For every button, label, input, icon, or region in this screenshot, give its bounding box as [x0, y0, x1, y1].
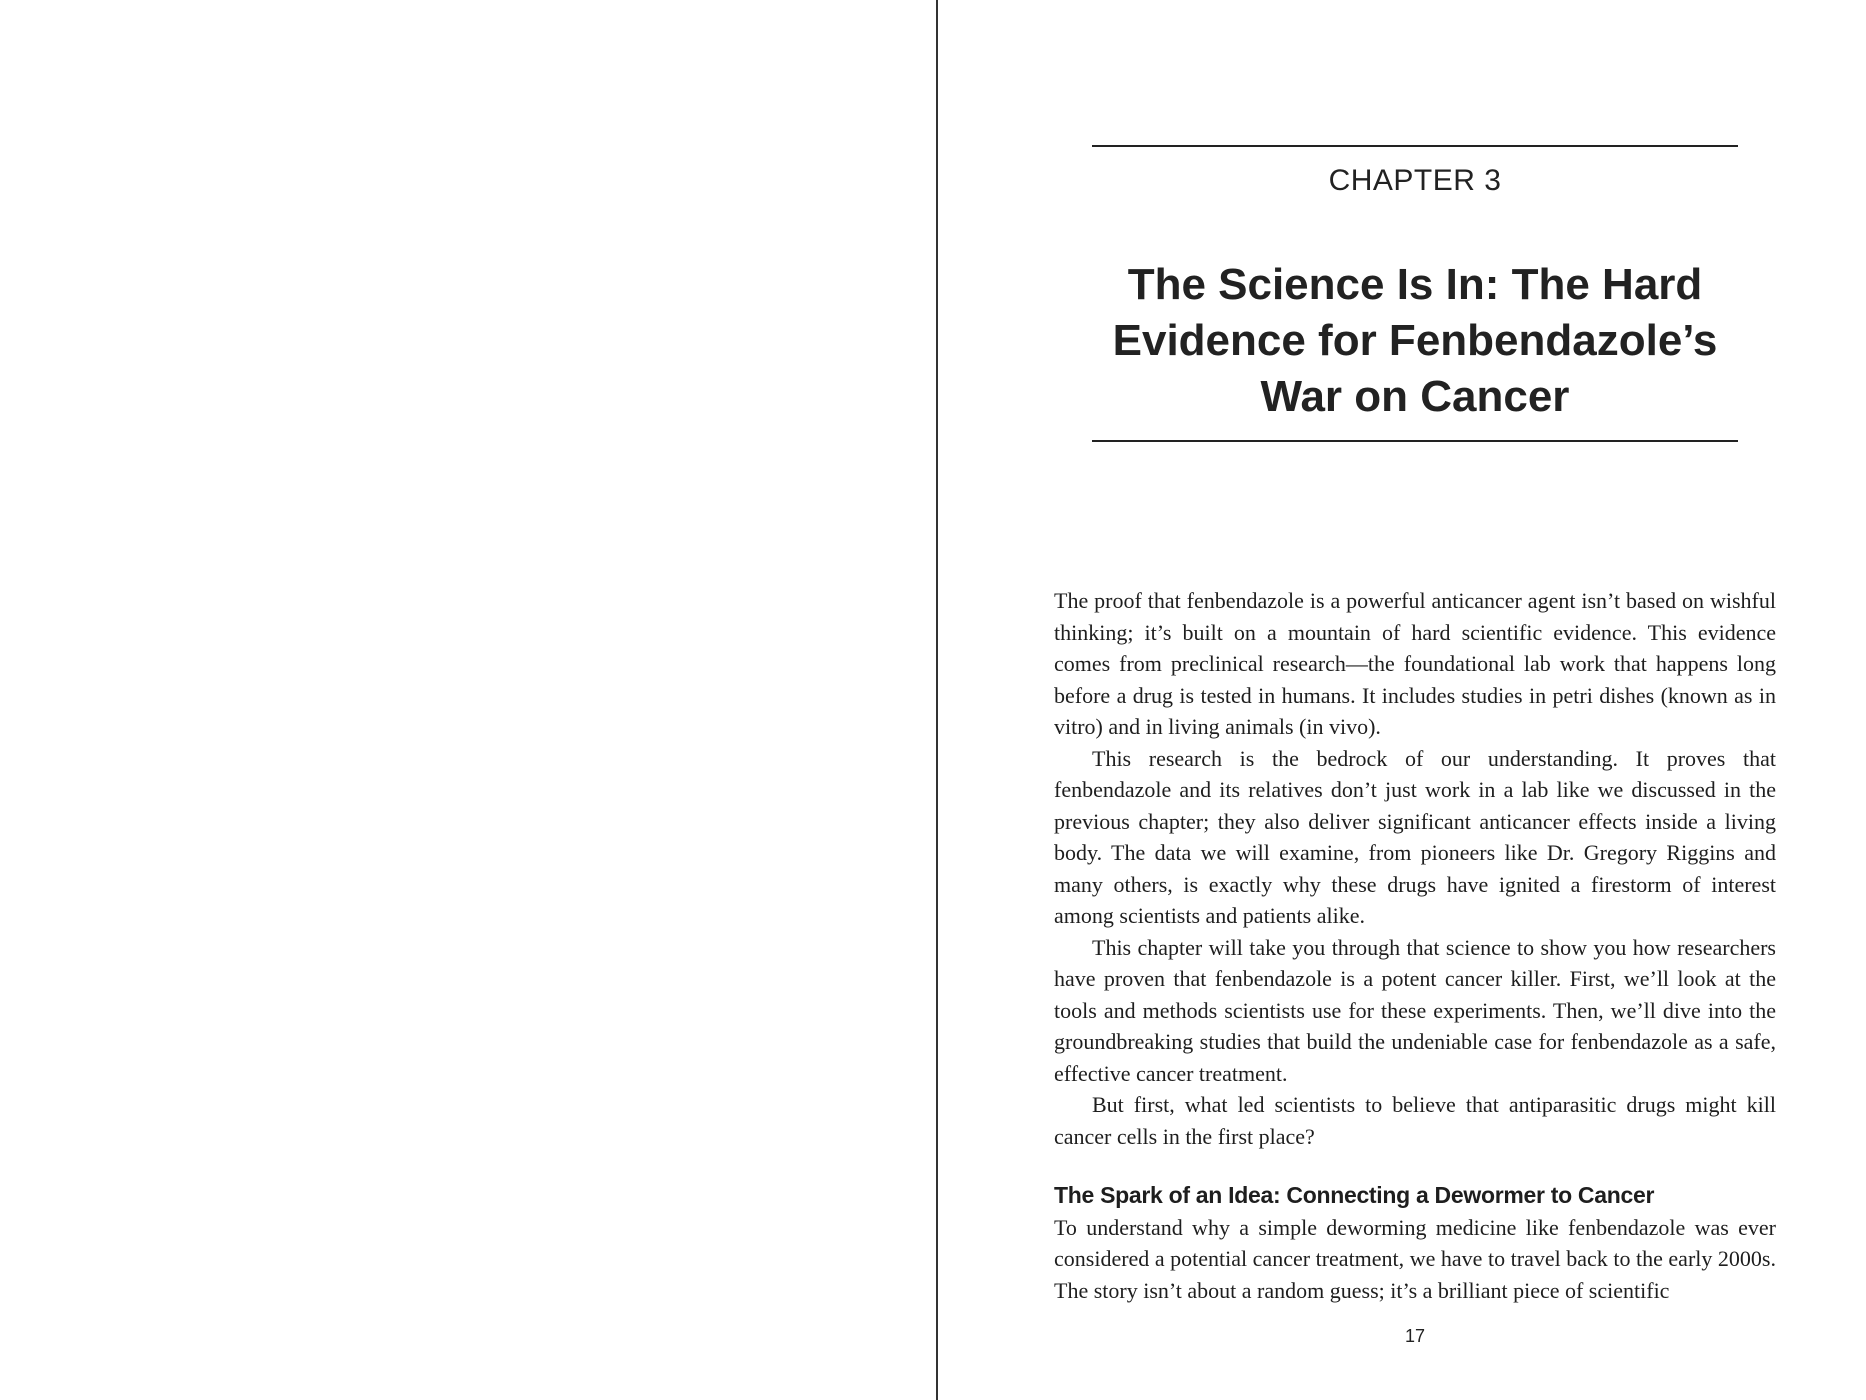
- chapter-title: The Science Is In: The Hard Evidence for Fenbendazole’s War on Cancer: [1112, 260, 1718, 421]
- right-page: [938, 0, 1866, 1400]
- chapter-label: CHAPTER 3: [1328, 164, 1502, 197]
- page-number: 17: [1404, 1326, 1426, 1346]
- chapter-top-rule: [1092, 145, 1738, 147]
- paragraph-2: This research is the bedrock of our understanding. It proves that fenbendazole and its relatives don’t just work in a lab like we discussed in the previous chapter; they also deliver significant anticancer effects inside a living body. The data we will examine, from pioneers like Dr. Gregory Riggins and many others, is exactly why these drugs have ignited a firestorm of interest among scientists and patients alike.: [1054, 745, 1776, 928]
- paragraph-4: But first, what led scientists to believe that antiparasitic drugs might kill cancer cells in the first place?: [1054, 1092, 1776, 1149]
- section-paragraph: To understand why a simple deworming medicine like fenbendazole was ever considered a potential cancer treatment, we have to travel back to the early 2000s. The story isn’t about a random guess; it’s a brilliant piece of scientific: [1054, 1214, 1776, 1303]
- body-text: [1054, 585, 1776, 1306]
- paragraph-3: This chapter will take you through that science to show you how researchers have proven that fenbendazole is a potent cancer killer. First, we’ll look at the tools and methods scientists use for these experiments. Then, we’ll dive into the groundbreaking studies that build the undeniable case for fenbendazole as a safe, effective cancer treatment.: [1054, 934, 1776, 1086]
- chapter-bottom-rule: [1092, 440, 1738, 442]
- paragraph-1: The proof that fenbendazole is a powerful anticancer agent isn’t based on wishful thinking; it’s built on a mountain of hard scientific evidence. This evidence comes from preclinical research—the foundational lab work that happens long before a drug is tested in humans. It includes studies in petri dishes (known as in vitro) and in living animals (in vivo).: [1054, 588, 1776, 739]
- section-heading: The Spark of an Idea: Connecting a Dewormer to Cancer: [1054, 1182, 1655, 1208]
